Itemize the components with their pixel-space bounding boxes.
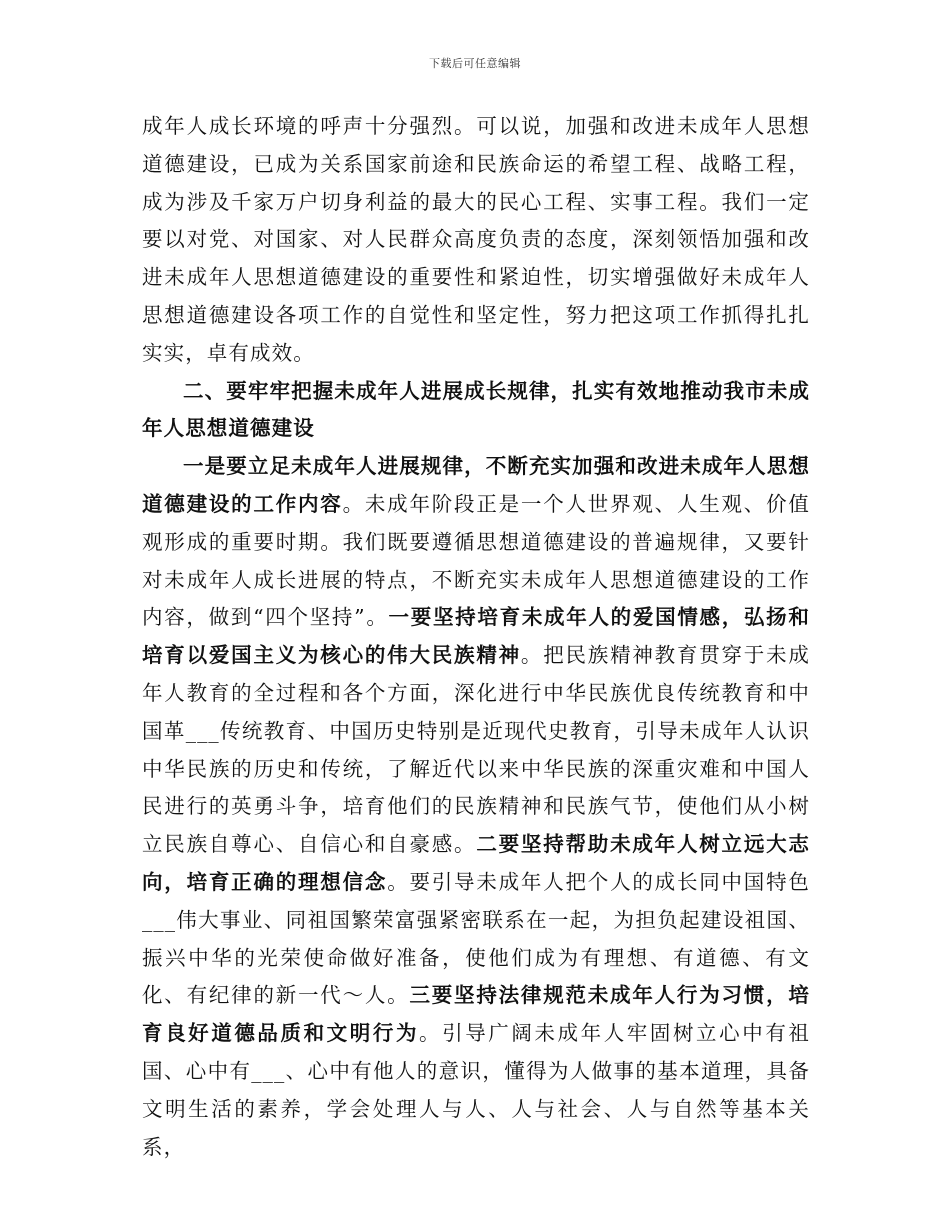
page-header-note: 下载后可任意编辑 — [429, 57, 521, 70]
body-text: 。要引导未成年人把个人的成长同中国特色___伟大事业、同祖国繁荣富强紧密联系在一起，为担负起建设祖国、振兴中华的光荣使命做好准备，使他们成为有理想、有道德、有文化、有纪律的新一代～人。 — [142, 869, 810, 1008]
body-text: 。引导广阔未成年人牢固树立心中有祖国、心中有___、心中有他人的意识，懂得为人做事的基本道理，具备文明生活的素养，学会处理人与人、人与社会、人与自然等基本关系， — [142, 1021, 810, 1159]
body-text: 。把民族精神教育贯穿于未成年人教育的全过程和各个方面，深化进行中华民族优良传统教育和中国革___传统教育、中国历史特别是近现代史教育，引导未成年人认识中华民族的历史和传统，了解近代以来中华民族的深重灾难和中国人民进行的英勇斗争，培育他们的民族精神和民族气节，使他们从小树立民族自尊心、自信心和自豪感。 — [142, 643, 810, 857]
body-text: 。未成年阶段正是一个人世界观、人生观、价值观形成的重要时期。我们既要遵循思想道德建设的普遍规律，又要针对未成年人成长进展的特点，不断充实未成年人思想道德建设的工作内容，做到“四个坚持”。 — [142, 491, 810, 630]
paragraph-continuation: 成年人成长环境的呼声十分强烈。可以说，加强和改进未成年人思想道德建设，已成为关系国家前途和民族命运的希望工程、战略工程，成为涉及千家万户切身利益的最大的民心工程、实事工程。我们一定要以对党、对国家、对人民群众高度负责的态度，深刻领悟加强和改进未成年人思想道德建设的重要性和紧迫性，切实增强做好未成年人思想道德建设各项工作的自觉性和坚定性，努力把这项工作抓得扎扎实实，卓有成效。 — [142, 114, 810, 365]
bold-point-one: 一要坚持培育未成年人的爱国情感，弘扬和培育以爱国主义为核心的伟大民族精神 — [142, 605, 810, 668]
document-body — [142, 108, 810, 1166]
bold-lead-sentence: 一是要立足未成年人进展规律，不断充实加强和改进未成年人思想道德建设的工作内容 — [142, 454, 810, 516]
bold-point-three: 三要坚持法律规范未成年人行为习惯，培育良好道德品质和文明行为 — [142, 983, 810, 1046]
bold-point-two: 二要坚持帮助未成年人树立远大志向，培育正确的理想信念 — [142, 832, 810, 894]
paragraph-section-2-point-1 — [142, 448, 810, 1166]
section-heading-2: 二、要牢牢把握未成年人进展成长规律，扎实有效地推动我市未成年人思想道德建设 — [142, 378, 810, 441]
